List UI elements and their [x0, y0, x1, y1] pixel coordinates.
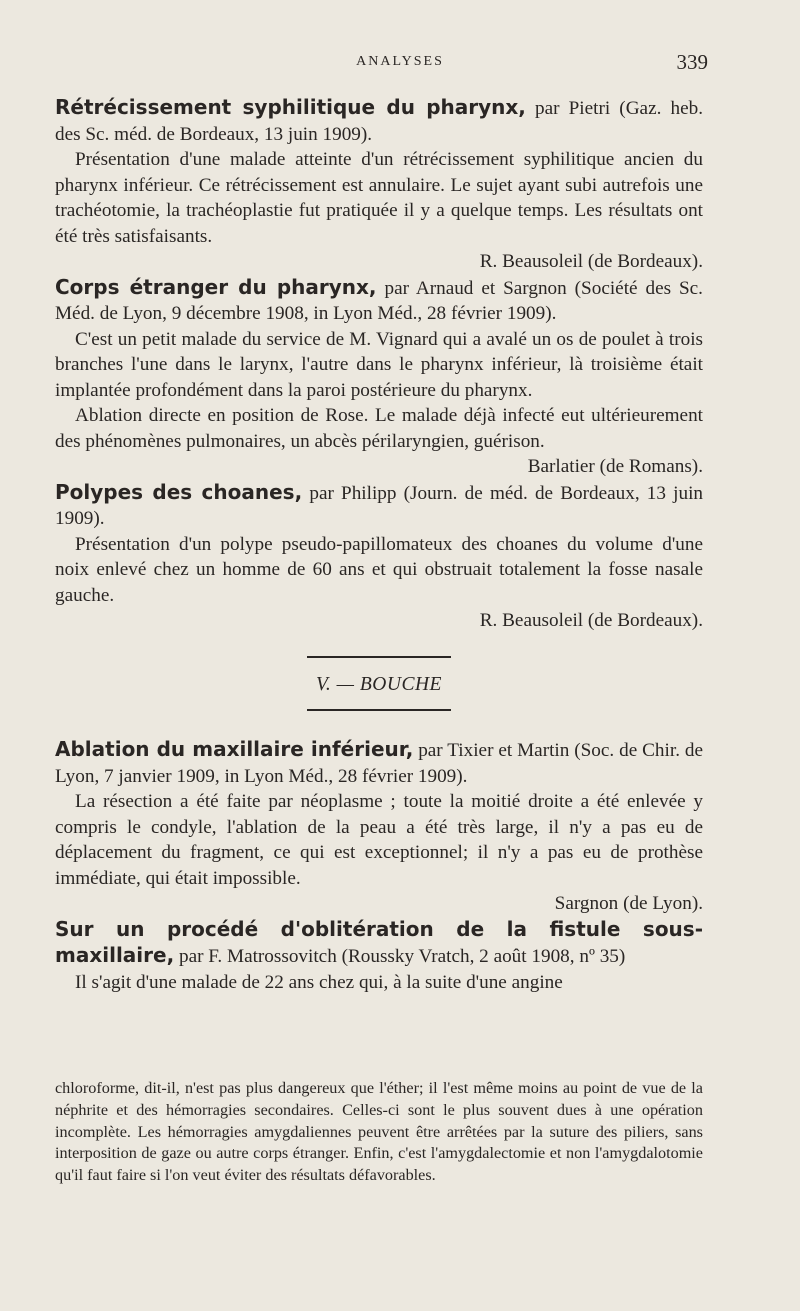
- article-paragraph: Ablation directe en position de Rose. Le malade déjà infecté eut ultérieurement des phénomènes pulmonaires, un abcès périlaryngien, guérison.: [55, 405, 703, 452]
- article-heading: [55, 737, 703, 789]
- article: [55, 95, 703, 275]
- article-signature: Sargnon (de Lyon).: [554, 893, 703, 914]
- article-paragraph: Il s'agit d'une malade de 22 ans chez qui, à la suite d'une angine: [75, 971, 563, 993]
- page-number: 339: [676, 50, 708, 74]
- article-heading: [55, 480, 703, 532]
- article: [55, 275, 703, 480]
- article-byline: par Tixier et Martin (Soc. de Chir. de Lyon, 7 janvier 1909, in Lyon Méd., 28 février 1909).: [55, 740, 704, 787]
- article-paragraph: La résection a été faite par néoplasme ; toute la moitié droite a été enlevée y compris le condyle, l'ablation de la peau a été très large, il n'y a pas eu de déplacement du fragment, ce qui est exceptionnel; il n'y a pas eu de prothèse immédiate, qui était impossible.: [55, 791, 703, 889]
- article-title: Polypes des choanes,: [55, 479, 303, 504]
- article-byline: par F. Matrossovitch (Roussky Vratch, 2 août 1908, nº 35): [174, 946, 626, 967]
- article-paragraph: C'est un petit malade du service de M. Vignard qui a avalé un os de poulet à trois branches l'une dans le larynx, l'autre dans le pharynx inférieur, là troisième était implantée profondément dans la paroi postérieure du pharynx.: [55, 328, 703, 401]
- main-text: [55, 95, 703, 995]
- article-title: Corps étranger du pharynx,: [55, 274, 377, 299]
- continued-text: [55, 1078, 703, 1187]
- article-byline: par Pietri (Gaz. heb. des Sc. méd. de Bordeaux, 13 juin 1909).: [55, 98, 703, 145]
- article-byline: par Arnaud et Sargnon (Société des Sc. Méd. de Lyon, 9 décembre 1908, in Lyon Méd., 28 février 1909).: [55, 277, 703, 324]
- article-signature: R. Beausoleil (de Bordeaux).: [479, 251, 703, 272]
- article-paragraph: Présentation d'un polype pseudo-papillomateux des choanes du volume d'une noix enlevé chez un homme de 60 ans et qui obstruait totalement la fosse nasale gauche.: [55, 533, 703, 606]
- continued-paragraph: chloroforme, dit-il, n'est pas plus dangereux que l'éther; il l'est même moins au point de vue de la néphrite et des hémorragies secondaires. Celles-ci sont le plus souvent dues à une opération incomplète. Les hémorragies amygdaliennes peuvent être arrêtées par la suture des piliers, sans interposition de gaze ou autre corps étranger. Enfin, c'est l'amygdalectomie et non l'amygdalotomie qu'il faut faire si l'on veut éviter des résultats défavorables.: [55, 1079, 703, 1185]
- article-title: Ablation du maxillaire inférieur,: [55, 737, 414, 761]
- article-title: Rétrécissement syphilitique du pharynx,: [55, 95, 526, 119]
- article-signature: R. Beausoleil (de Bordeaux).: [479, 610, 703, 631]
- article-heading: [55, 95, 703, 147]
- article-signature: Barlatier (de Romans).: [527, 456, 703, 477]
- article-paragraph: Présentation d'une malade atteinte d'un rétrécissement syphilitique ancien du pharynx inférieur. Ce rétrécissement est annulaire. Le sujet ayant subi autrefois une trachéotomie, la trachéoplastie fut pratiquée il y a quelque temps. Les résultats ont été très satisfaisants.: [55, 149, 703, 247]
- article-byline: par Philipp (Journ. de méd. de Bordeaux, 13 juin 1909).: [55, 482, 704, 529]
- article-title: Sur un procédé d'oblitération de la fistule sous-maxillaire,: [55, 916, 703, 967]
- article-heading: [55, 917, 703, 970]
- article: [55, 917, 703, 996]
- running-head: ANALYSES: [356, 54, 444, 69]
- article-heading: [55, 275, 703, 327]
- article: [55, 737, 703, 917]
- page-header: [0, 50, 800, 80]
- section-title: V. — BOUCHE: [316, 673, 442, 695]
- article: [55, 480, 703, 634]
